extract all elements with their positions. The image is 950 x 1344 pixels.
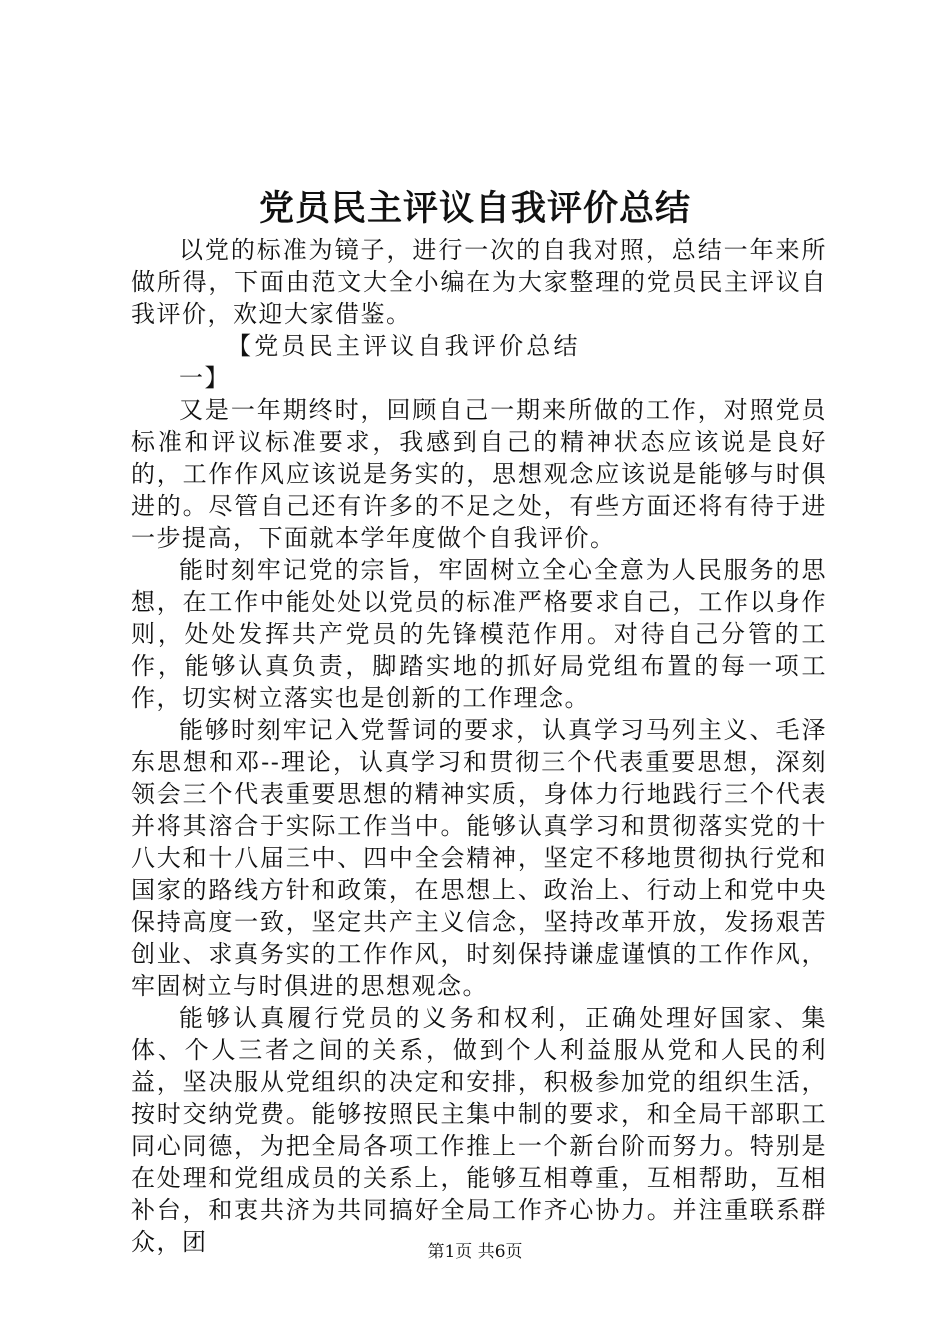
section-heading: 【党员民主评议自我评价总结一】 [179, 332, 579, 392]
body-paragraph-4: 能够认真履行党员的义务和权利，正确处理好国家、集体、个人三者之间的关系，做到个人利益服从党和人民的利益，坚决服从党组织的决定和安排，积极参加党的组织生活，按时交纳党费。能够按照民主集中制的要求，和全局干部职工同心同德，为把全局各项工作推上一个新台阶而努力。特别是在处理和党组成员的关系上，能够互相尊重，互相帮助，互相补台，和衷共济为共同搞好全局工作齐心协力。并注重联系群众，团 [131, 1004, 827, 1256]
intro-paragraph: 以党的标准为镜子，进行一次的自我对照，总结一年来所做所得，下面由范文大全小编在为大家整理的党员民主评议自我评价，欢迎大家借鉴。 [131, 236, 827, 328]
page-footer: 第1页 共6页 [427, 1242, 523, 1262]
document-body [131, 234, 827, 1258]
body-paragraph-2: 能时刻牢记党的宗旨，牢固树立全心全意为人民服务的思想，在工作中能处处以党员的标准严格要求自己，工作以身作则，处处发挥共产党员的先锋模范作用。对待自己分管的工作，能够认真负责，脚踏实地的抓好局党组布置的每一项工作，切实树立落实也是创新的工作理念。 [131, 556, 827, 712]
document-title: 党员民主评议自我评价总结 [258, 188, 691, 229]
body-paragraph-1: 又是一年期终时，回顾自己一期来所做的工作，对照党员标准和评议标准要求，我感到自己的精神状态应该说是良好的，工作作风应该说是务实的，思想观念应该说是能够与时俱进的。尽管自己还有许多的不足之处，有些方面还将有待于进一步提高，下面就本学年度做个自我评价。 [131, 396, 827, 552]
body-paragraph-3: 能够时刻牢记入党誓词的要求，认真学习马列主义、毛泽东思想和邓--理论，认真学习和贯彻三个代表重要思想，深刻领会三个代表重要思想的精神实质，身体力行地践行三个代表并将其溶合于实际工作当中。能够认真学习和贯彻落实党的十八大和十八届三中、四中全会精神，坚定不移地贯彻执行党和国家的路线方针和政策，在思想上、政治上、行动上和党中央保持高度一致，坚定共产主义信念，坚持改革开放，发扬艰苦创业、求真务实的工作作风，时刻保持谦虚谨慎的工作作风，牢固树立与时俱进的思想观念。 [131, 716, 827, 1000]
